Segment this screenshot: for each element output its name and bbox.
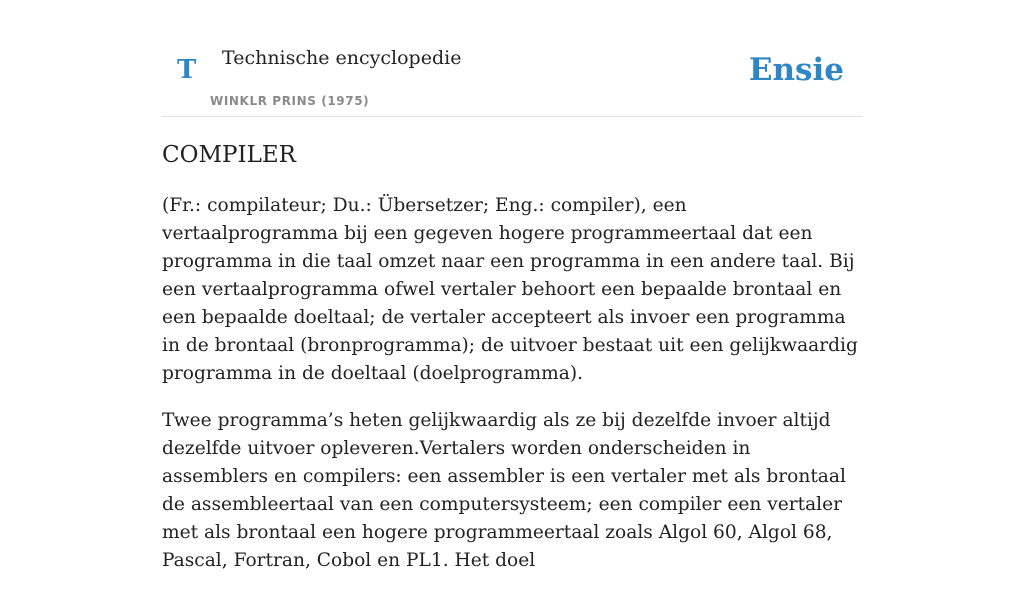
book-title[interactable]: Technische encyclopedie — [222, 47, 462, 69]
page-header — [162, 0, 862, 117]
ensie-logo-link[interactable]: Ensie — [748, 52, 844, 88]
book-source: WINKLR PRINS (1975) — [210, 94, 370, 108]
entry-body — [162, 192, 862, 594]
entry-paragraph: Twee programma’s heten gelijkwaardig als ze bij dezelfde invoer altijd dezelfde uitvoer opleveren.Vertalers worden onderscheiden in assemblers en compilers: een assembler is een vertaler met als brontaal de assembleertaal van een computersysteem; een compiler een vertaler met als brontaal een hogere programmeertaal zoals Algol 60, Algol 68, Pascal, Fortran, Cobol en PL1. Het doel — [162, 410, 846, 571]
entry-title: COMPILER — [162, 142, 296, 168]
book-initial-icon: T — [177, 55, 197, 85]
entry-paragraph: (Fr.: compilateur; Du.: Übersetzer; Eng.: compiler), een vertaalprogramma bij een gegeven hogere programmeertaal dat een programma in die taal omzet naar een programma in een andere taal. Bij een vertaalprogramma ofwel vertaler behoort een bepaalde brontaal en een bepaalde doeltaal; de vertaler accepteert als invoer een programma in de brontaal (bronprogramma); de uitvoer bestaat uit een gelijkwaardig programma in de doeltaal (doelprogramma). — [162, 195, 858, 384]
